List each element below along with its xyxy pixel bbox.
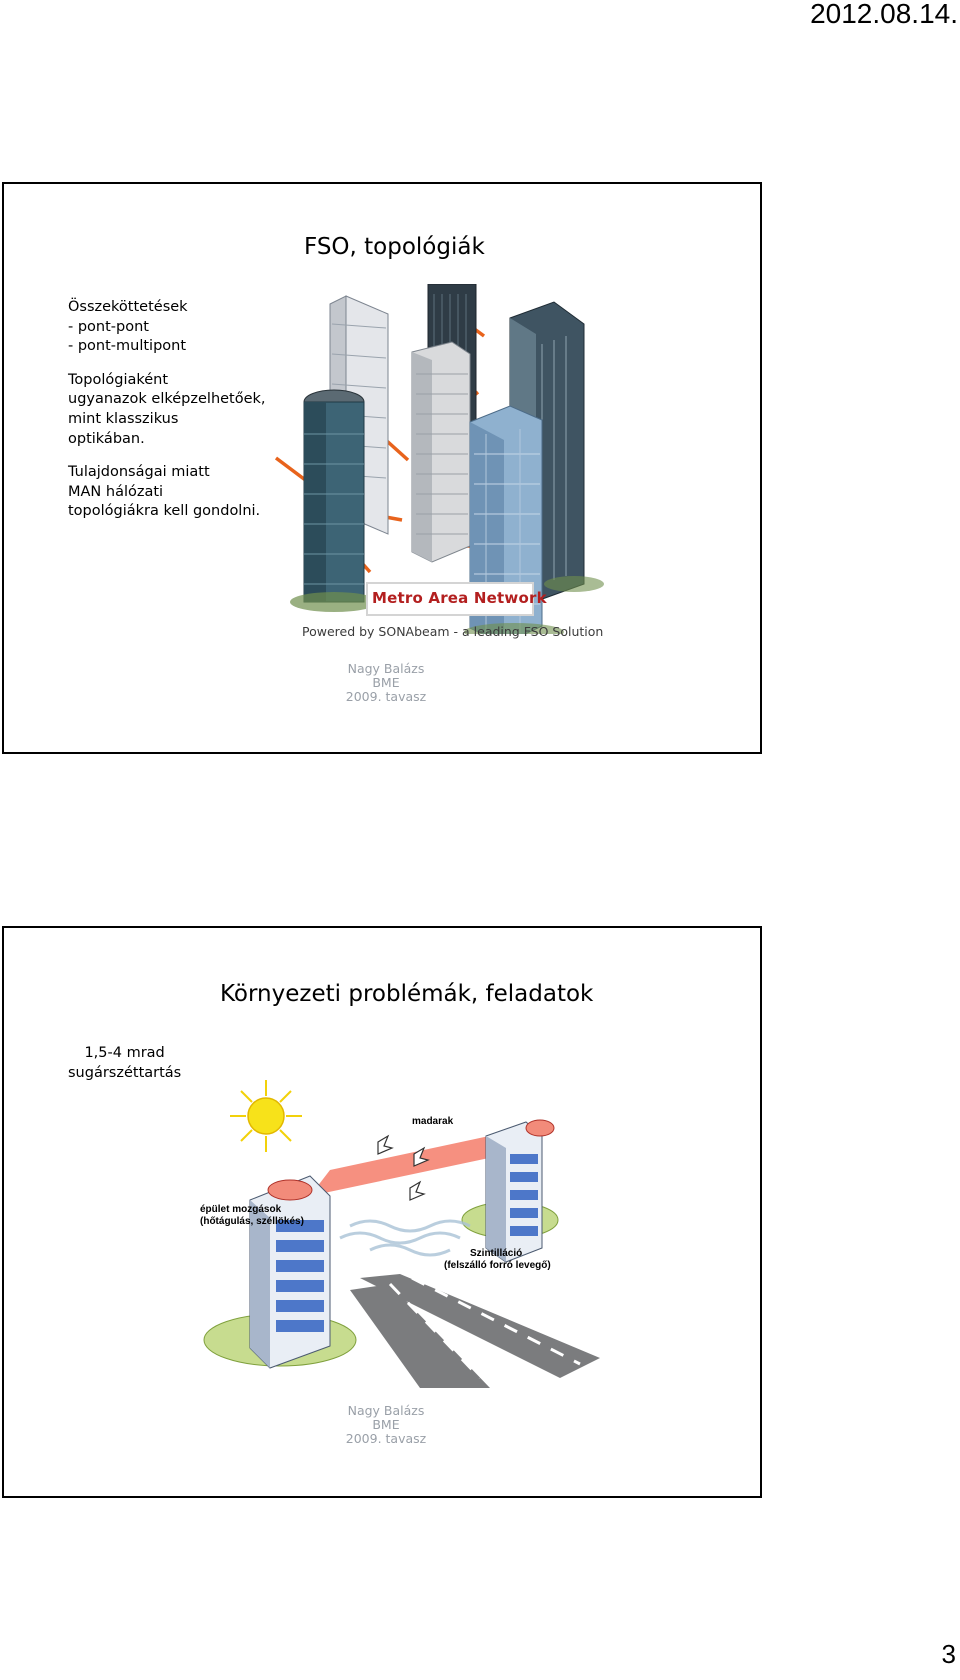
footer-author: Nagy Balázs [347,661,425,676]
text-line: 1,5-4 mrad [84,1045,165,1061]
page-date: 2012.08.14. [810,0,958,29]
footer-term: 2009. tavasz [345,689,427,704]
skyscraper [304,390,364,602]
building-right [486,1120,554,1262]
label-birds: madarak [412,1116,454,1127]
page-number: 3 [941,1639,956,1669]
banner-text: Metro Area Network [372,589,547,607]
label-scintillation: Szintilláció [470,1248,523,1259]
footer-term: 2009. tavasz [345,1431,427,1446]
footer-org: BME [372,675,400,690]
road [350,1274,600,1388]
text-line: topológiákra kell gondolni. [68,503,261,520]
text-line: ugyanazok elképzelhetőek, [68,391,266,408]
text-line: optikában. [68,430,145,447]
slide-title: FSO, topológiák [304,234,485,260]
skyscraper [412,342,470,562]
text-line: Összeköttetések [68,299,188,315]
slide-environmental-problems [2,926,762,1498]
metro-area-network-banner [366,582,547,616]
paragraph-topology [68,371,266,449]
footer-org: BME [372,1417,400,1432]
paragraph-connections [68,298,266,357]
slide-fso-topologies [2,182,762,754]
slide-title: Környezeti problémák, feladatok [220,981,594,1007]
text-line: sugárszéttartás [68,1064,182,1081]
footer-author: Nagy Balázs [347,1403,425,1418]
label-scintillation-detail: (felszálló forró levegő) [444,1260,551,1271]
text-line: - pont-pont [68,318,149,335]
text-line: MAN hálózati [68,483,164,500]
label-building-movement: épület mozgások [200,1204,282,1215]
environmental-problems-illustration [180,1078,600,1388]
text-line: Tulajdonságai miatt [68,464,210,481]
text-line: - pont-multipont [68,338,187,355]
figure-caption: Powered by SONAbeam - a leading FSO Solution [302,624,604,639]
text-line: mint klasszikus [68,410,179,427]
sun-icon [230,1080,302,1152]
slide-body-text [68,298,266,536]
slide-footer [336,1404,436,1446]
slide-body-text [68,1044,181,1083]
text-line: Topológiaként [68,371,169,388]
scintillation-wisps [340,1221,470,1255]
label-building-movement-detail: (hőtágulás, széllökés) [200,1216,304,1227]
slide-footer [336,662,436,704]
paragraph-properties [68,463,266,522]
